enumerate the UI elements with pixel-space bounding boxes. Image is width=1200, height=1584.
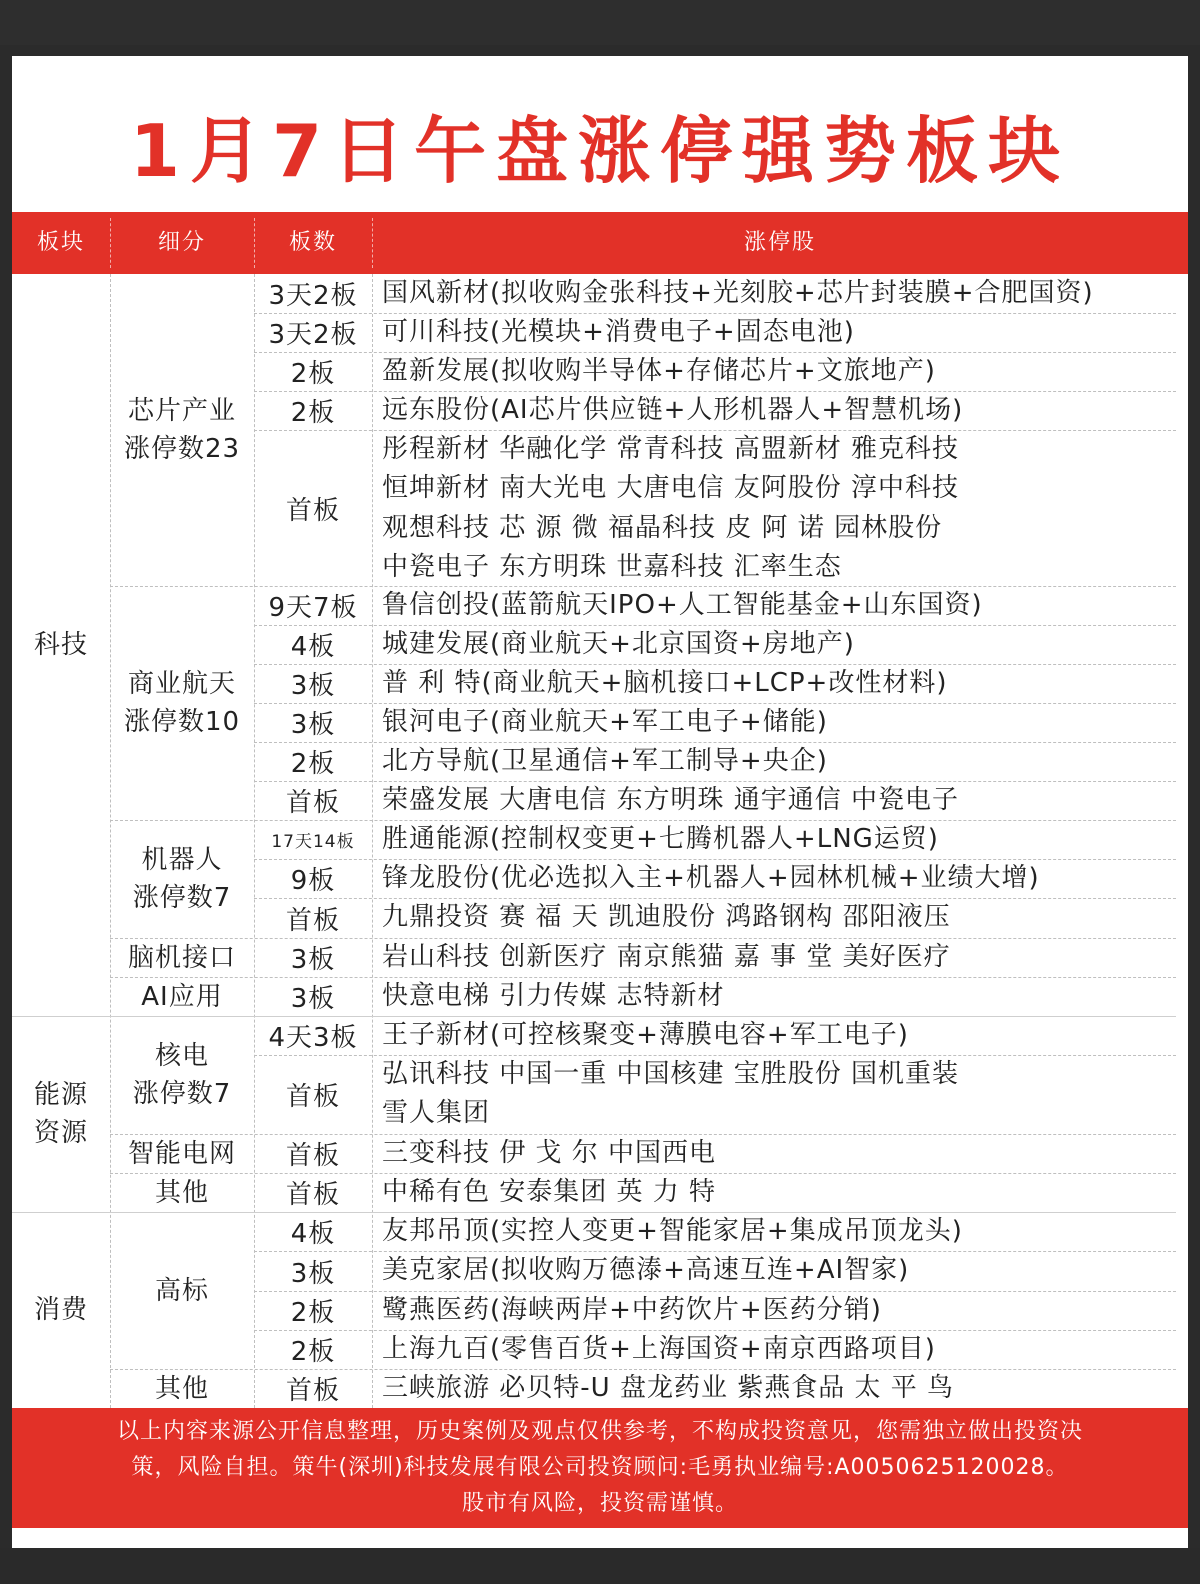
board-count: 首板 (285, 495, 340, 526)
stock-list: 银河电子(商业航天+军工电子+储能) (382, 707, 828, 737)
stock-list: 远东股份(AI芯片供应链+人形机器人+智慧机场) (382, 395, 964, 425)
disclaimer-line-3: 股市有风险，投资需谨慎。 (461, 1491, 738, 1516)
stock-list: 锋龙股份(优必选拟入主+机器人+园林机械+业绩大增) (382, 863, 1040, 893)
stock-list: 友邦吊顶(实控人变更+智能家居+集成吊顶龙头) (382, 1216, 963, 1246)
sub-aerospace: 商业航天 涨停数10 (123, 669, 241, 737)
sub-ai-app: AI应用 (141, 981, 223, 1012)
sub-high-mark: 高标 (154, 1275, 209, 1306)
board-count: 首板 (285, 905, 340, 936)
stock-list: 弘讯科技 中国一重 中国核建 宝胜股份 国机重装 雪人集团 (382, 1059, 960, 1129)
stock-list: 彤程新材 华融化学 常青科技 高盟新材 雅克科技 恒坤新材 南大光电 大唐电信 友阿股份 淳中科技 观想科技 芯 源 微 福晶科技 皮 阿 诺 园林股份 中瓷电子 东方明珠 世嘉科技 汇率生态 (382, 434, 960, 583)
header-sector: 板块 (36, 230, 85, 255)
board-count: 首板 (285, 788, 340, 818)
board-count: 3板 (290, 984, 336, 1014)
stock-list: 三变科技 伊 戈 尔 中国西电 (382, 1138, 717, 1168)
board-count: 4板 (290, 632, 336, 662)
sector-energy: 能源 资源 (33, 1080, 88, 1148)
board-count: 4天3板 (268, 1023, 358, 1053)
header-boards: 板数 (288, 230, 337, 255)
table-header (12, 212, 1188, 274)
infographic-card (12, 56, 1188, 1548)
sector-consumer: 消费 (33, 1295, 88, 1325)
sub-energy-other: 其他 (154, 1177, 209, 1208)
board-count: 3天2板 (268, 281, 358, 311)
board-count: 3天2板 (268, 320, 358, 350)
sub-consumer-other: 其他 (154, 1373, 209, 1404)
stock-list: 中稀有色 安泰集团 英 力 特 (382, 1177, 717, 1207)
stock-list: 岩山科技 创新医疗 南京熊猫 嘉 事 堂 美好医疗 (382, 942, 951, 972)
stock-list: 北方导航(卫星通信+军工制导+央企) (382, 746, 828, 776)
sector-tech: 科技 (33, 630, 88, 660)
bottom-bar (0, 1548, 1200, 1584)
stock-list: 上海九百(零售百货+上海国资+南京西路项目) (382, 1334, 936, 1364)
disclaimer-line-2: 策，风险自担。策牛(深圳)科技发展有限公司投资顾问:毛勇执业编号:A0050625120028。 (131, 1455, 1069, 1480)
board-count: 2板 (290, 1337, 336, 1367)
stock-list: 王子新材(可控核聚变+薄膜电容+军工电子) (382, 1020, 909, 1050)
stock-list: 快意电梯 引力传媒 志特新材 (382, 981, 725, 1011)
stock-list: 鲁信创投(蓝箭航天IPO+人工智能基金+山东国资) (382, 590, 983, 620)
stock-list: 城建发展(商业航天+北京国资+房地产) (382, 629, 855, 659)
stock-list: 九鼎投资 赛 福 天 凯迪股份 鸿路钢构 邵阳液压 (382, 902, 951, 932)
board-count: 2板 (290, 398, 336, 428)
disclaimer-line-1: 以上内容来源公开信息整理，历史案例及观点仅供参考，不构成投资意见，您需独立做出投资决 (116, 1419, 1083, 1444)
limit-up-table (12, 274, 1188, 1408)
board-count: 首板 (285, 1376, 340, 1406)
board-count: 首板 (285, 1141, 340, 1171)
sub-smart-grid: 智能电网 (127, 1138, 236, 1169)
disclaimer-footer (12, 1408, 1188, 1528)
board-count: 4板 (290, 1219, 336, 1249)
page-title: 1月7日午盘涨停强势板块 (129, 109, 1071, 193)
board-count: 2板 (290, 749, 336, 779)
board-count: 3板 (290, 945, 336, 975)
sub-chip: 芯片产业 涨停数23 (123, 396, 241, 464)
board-count: 2板 (290, 359, 336, 389)
stock-list: 普 利 特(商业航天+脑机接口+LCP+改性材料) (382, 668, 948, 698)
board-count: 首板 (285, 1082, 340, 1112)
stock-list: 鹭燕医药(海峡两岸+中药饮片+医药分销) (382, 1295, 882, 1325)
stock-list: 可川科技(光模块+消费电子+固态电池) (382, 317, 855, 347)
stock-list: 荣盛发展 大唐电信 东方明珠 通宇通信 中瓷电子 (382, 785, 960, 815)
board-count: 3板 (290, 710, 336, 740)
top-bar (0, 0, 1200, 45)
board-count: 9板 (290, 866, 336, 896)
header-subsector: 细分 (157, 230, 206, 255)
board-count: 3板 (290, 671, 336, 701)
stock-list: 美克家居(拟收购万德溙+高速互连+AI智家) (382, 1255, 910, 1285)
sub-bci: 脑机接口 (127, 942, 236, 973)
board-count: 17天14板 (271, 832, 355, 852)
board-count: 3板 (290, 1258, 336, 1289)
board-count: 首板 (285, 1180, 340, 1210)
board-count: 2板 (290, 1298, 336, 1328)
board-count: 9天7板 (268, 593, 358, 623)
stock-list: 三峡旅游 必贝特-U 盘龙药业 紫燕食品 太 平 鸟 (382, 1373, 955, 1403)
stock-list: 国风新材(拟收购金张科技+光刻胶+芯片封装膜+合肥国资) (382, 278, 1094, 308)
stock-list: 盈新发展(拟收购半导体+存储芯片+文旅地产) (382, 356, 936, 386)
stock-list: 胜通能源(控制权变更+七腾机器人+LNG运贸) (382, 824, 939, 854)
sub-nuclear: 核电 涨停数7 (132, 1041, 232, 1109)
header-stocks: 涨停股 (743, 230, 816, 255)
sub-robot: 机器人 涨停数7 (132, 845, 232, 913)
